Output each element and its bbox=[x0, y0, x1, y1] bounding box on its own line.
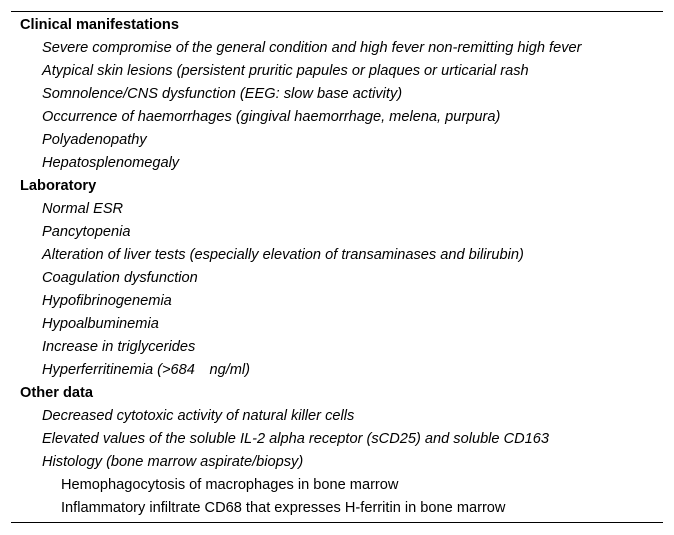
table-row: Atypical skin lesions (persistent pruritic papules or plaques or urticarial rash bbox=[42, 63, 529, 79]
table-row: Elevated values of the soluble IL-2 alpha receptor (sCD25) and soluble CD163 bbox=[42, 431, 550, 447]
table-row: Coagulation dysfunction bbox=[42, 270, 198, 286]
table-row: Pancytopenia bbox=[42, 224, 131, 240]
section-heading-laboratory: Laboratory bbox=[20, 178, 97, 194]
table-subrow: Inflammatory infiltrate CD68 that expresses H-ferritin in bone marrow bbox=[61, 500, 506, 516]
table-row: Decreased cytotoxic activity of natural killer cells bbox=[42, 408, 355, 424]
table-row: Increase in triglycerides bbox=[42, 339, 196, 355]
table-row: Histology (bone marrow aspirate/biopsy) bbox=[42, 454, 304, 470]
table-row: Polyadenopathy bbox=[42, 132, 147, 148]
table-row: Hypofibrinogenemia bbox=[42, 293, 172, 309]
table-row: Occurrence of haemorrhages (gingival haemorrhage, melena, purpura) bbox=[42, 109, 501, 125]
table-row: Hyperferritinemia (>684 ng/ml) bbox=[42, 362, 251, 378]
table-row: Hypoalbuminemia bbox=[42, 316, 159, 332]
table-row: Normal ESR bbox=[42, 201, 124, 217]
table-row: Hepatosplenomegaly bbox=[42, 155, 180, 171]
table-row: Somnolence/CNS dysfunction (EEG: slow base activity) bbox=[42, 86, 403, 102]
section-heading-other-data: Other data bbox=[20, 385, 93, 401]
criteria-table bbox=[11, 11, 663, 523]
table-row: Alteration of liver tests (especially elevation of transaminases and bilirubin) bbox=[42, 247, 524, 263]
section-heading-clinical-manifestations: Clinical manifestations bbox=[20, 17, 179, 33]
table-subrow: Hemophagocytosis of macrophages in bone marrow bbox=[61, 477, 399, 493]
table-row: Severe compromise of the general condition and high fever non-remitting high fever bbox=[42, 40, 582, 56]
